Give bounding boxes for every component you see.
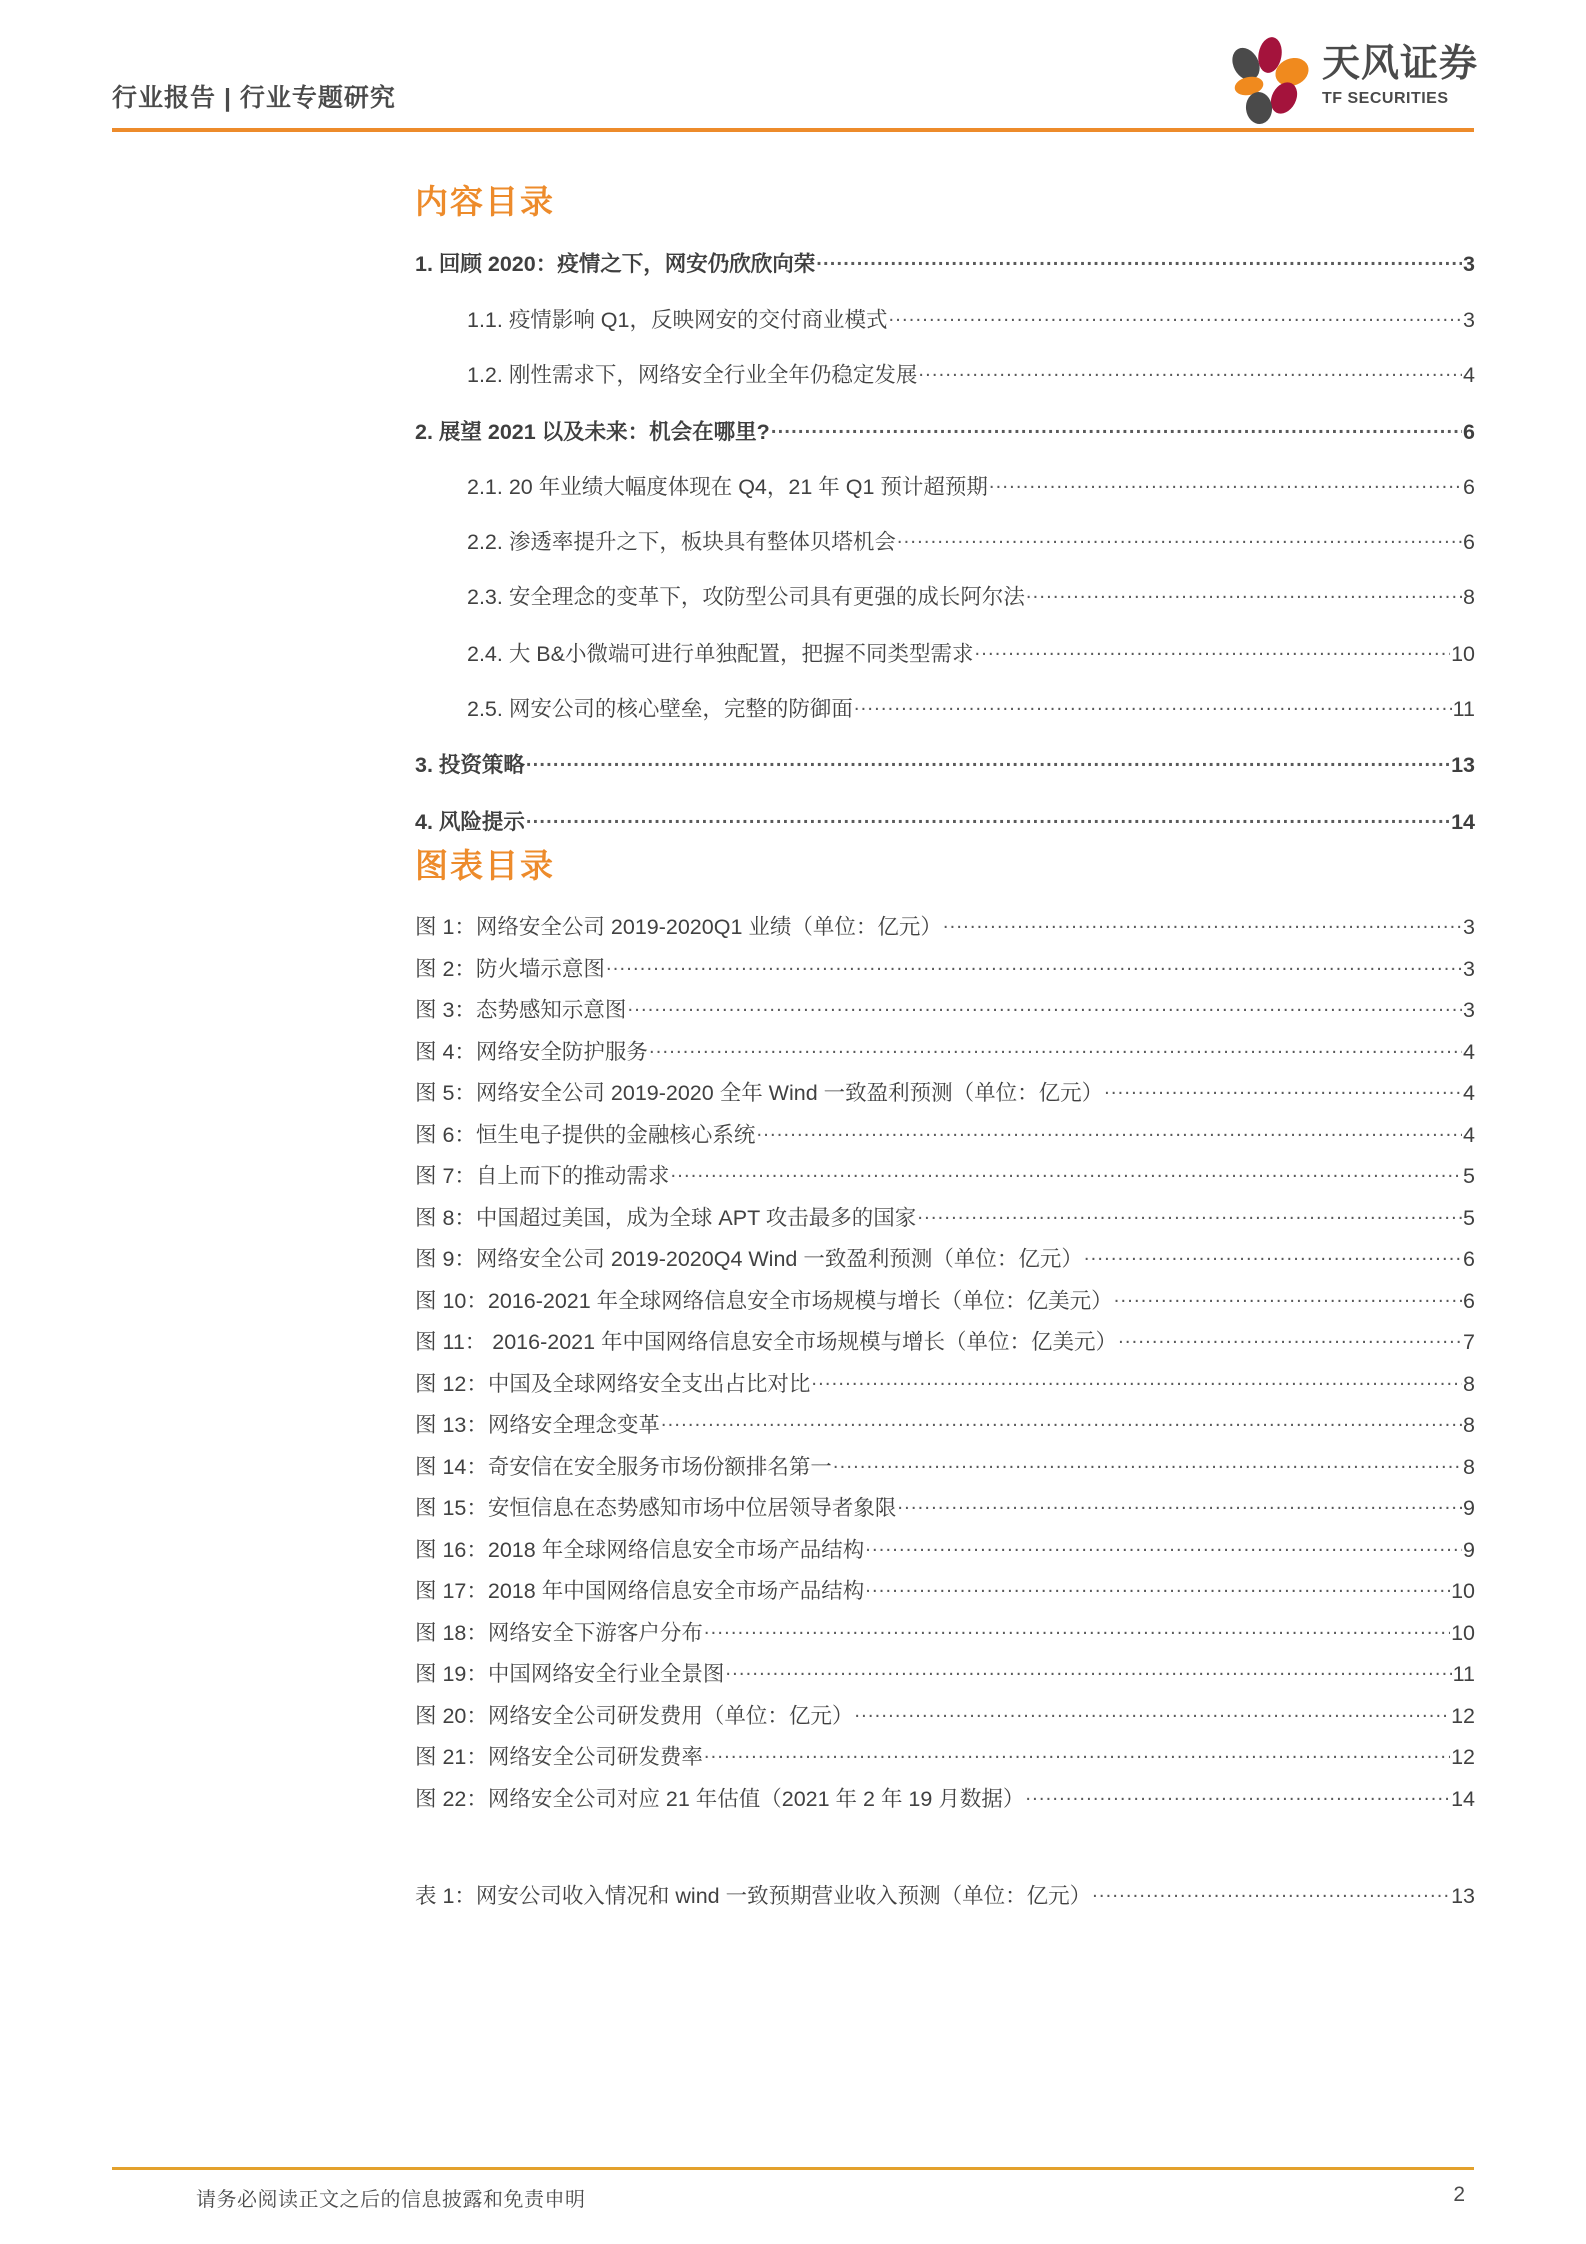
figure-entry[interactable] [415,1367,1475,1398]
figure-entry-label: 图 6：恒生电子提供的金融核心系统 [415,1122,756,1147]
company-logo [1228,36,1478,124]
table-entry-label: 表 1：网安公司收入情况和 wind 一致预期营业收入预测（单位：亿元） [415,1884,1092,1908]
toc-entry-label: 4. 风险提示 [415,810,525,834]
toc-entry-label: 1.2. 刚性需求下，网络安全行业全年仍稳定发展 [467,363,918,387]
toc-entry[interactable] [415,692,1475,723]
figure-entry-label: 图 3：态势感知示意图 [415,998,627,1022]
toc-entry-label: 2.2. 渗透率提升之下，板块具有整体贝塔机会 [467,530,896,554]
figure-leader-dots [1114,1286,1462,1308]
toc-entry-page: 3 [1463,308,1475,332]
toc-entry-label: 1. 回顾 2020：疫情之下，网安仍欣欣向荣 [415,252,816,276]
figure-leader-dots [811,1369,1462,1391]
toc-entry-label: 2.5. 网安公司的核心壁垒，完整的防御面 [467,697,853,721]
figure-entry-label: 图 16：2018 年全球网络信息安全市场产品结构 [415,1537,865,1562]
figure-entry[interactable] [415,1740,1475,1771]
toc-entry[interactable] [415,748,1475,779]
figure-entry[interactable] [415,1242,1475,1273]
figure-entry-label: 图 4：网络安全防护服务 [415,1039,648,1064]
toc-leader-dots [989,473,1462,495]
figure-entry-label: 图 13：网络安全理念变革 [415,1413,660,1437]
figure-entry-label: 图 10：2016-2021 年全球网络信息安全市场规模与增长（单位：亿美元） [415,1288,1113,1313]
figure-entry-page: 8 [1463,1454,1475,1479]
figure-entry-page: 6 [1463,1288,1475,1313]
figure-entry-page: 8 [1463,1371,1475,1396]
toc-leader-dots [526,808,1450,830]
contents-heading: 内容目录 [415,183,555,220]
figure-leader-dots [854,1701,1450,1723]
figure-entry-page: 4 [1463,1081,1475,1105]
figure-entry[interactable] [415,1076,1475,1107]
toc-entry-page: 4 [1463,363,1475,387]
figure-entry-label: 图 5：网络安全公司 2019-2020 全年 Wind 一致盈利预测（单位：亿元） [415,1081,1104,1105]
figure-entry[interactable] [415,1159,1475,1190]
figure-entry[interactable] [415,1533,1475,1564]
logo-name-cn: 天风证券 [1322,43,1479,85]
figure-leader-dots [865,1577,1450,1599]
figure-entry[interactable] [415,1284,1475,1315]
figure-entry[interactable] [415,1201,1475,1232]
figure-entry-label: 图 14：奇安信在安全服务市场份额排名第一 [415,1454,832,1479]
page-number: 2 [1453,2183,1465,2206]
toc-entry[interactable] [415,470,1475,501]
figure-entry-page: 10 [1451,1579,1475,1603]
toc-entry[interactable] [415,637,1475,668]
toc-entry-page: 14 [1451,810,1475,834]
figure-leader-dots [606,954,1462,976]
figures-heading: 图表目录 [415,847,555,884]
figure-leader-dots [833,1452,1462,1474]
toc-leader-dots [526,751,1450,773]
toc-leader-dots [918,361,1462,383]
figure-entry-label: 图 8：中国超过美国，成为全球 APT 攻击最多的国家 [415,1205,917,1230]
figure-entry-label: 图 17：2018 年中国网络信息安全市场产品结构 [415,1579,865,1603]
figure-leader-dots [1104,1079,1462,1101]
toc-entry-label: 2.4. 大 B&小微端可进行单独配置，把握不同类型需求 [467,642,974,666]
figure-entry-page: 6 [1463,1247,1475,1271]
figure-entry-page: 8 [1463,1413,1475,1437]
toc-entry[interactable] [415,805,1475,836]
figure-leader-dots [756,1120,1462,1142]
figure-leader-dots [1084,1245,1462,1267]
figure-entry[interactable] [415,1450,1475,1481]
figure-leader-dots [661,1411,1462,1433]
figure-entry-page: 3 [1463,998,1475,1022]
figure-entry-label: 图 1：网络安全公司 2019-2020Q1 业绩（单位：亿元） [415,915,942,939]
figure-entry-page: 12 [1451,1745,1475,1769]
toc-entry-page: 11 [1452,697,1475,721]
header-divider [112,128,1474,132]
figure-entry-label: 图 22：网络安全公司对应 21 年估值（2021 年 2 年 19 月数据） [415,1786,1025,1811]
figure-entry-page: 4 [1463,1039,1475,1064]
toc-leader-dots [771,418,1462,440]
figure-leader-dots [627,996,1462,1018]
figure-entry[interactable] [415,1657,1475,1688]
table-entry[interactable] [415,1879,1475,1910]
toc-leader-dots [816,250,1462,272]
toc-entry-page: 6 [1463,530,1475,554]
logo-name-en: TF SECURITIES [1322,90,1449,107]
figure-entry-page: 3 [1463,915,1475,939]
figure-entry-page: 10 [1451,1620,1475,1645]
figure-entry[interactable] [415,1325,1475,1356]
figure-leader-dots [704,1743,1450,1765]
toc-leader-dots [854,695,1452,717]
figure-entry[interactable] [415,1118,1475,1149]
figure-entry[interactable] [415,1491,1475,1522]
figure-leader-dots [865,1535,1462,1557]
toc-leader-dots [889,306,1463,328]
figure-entry-label: 图 21：网络安全公司研发费率 [415,1745,703,1769]
figure-entry-page: 9 [1463,1537,1475,1562]
toc-entry[interactable] [415,415,1475,446]
toc-entry[interactable] [415,247,1475,278]
figure-entry-page: 11 [1452,1662,1475,1686]
figure-leader-dots [704,1618,1450,1640]
figure-entry-label: 图 12：中国及全球网络安全支出占比对比 [415,1371,811,1396]
figure-entry-page: 5 [1463,1164,1475,1188]
figure-entry[interactable] [415,910,1475,941]
toc-entry[interactable] [415,303,1475,334]
table-leader-dots [1092,1882,1450,1904]
figure-leader-dots [943,913,1462,935]
figure-entry-label: 图 20：网络安全公司研发费用（单位：亿元） [415,1703,854,1728]
toc-leader-dots [975,640,1451,662]
figure-leader-dots [649,1037,1462,1059]
figure-leader-dots [1118,1328,1462,1350]
figure-entry[interactable] [415,1616,1475,1647]
figure-entry[interactable] [415,1699,1475,1730]
tf-securities-flower-icon [1228,36,1314,124]
figure-entry[interactable] [415,952,1475,983]
figure-entry-label: 图 7：自上而下的推动需求 [415,1164,670,1188]
toc-entry-label: 2.3. 安全理念的变革下，攻防型公司具有更强的成长阿尔法 [467,585,1025,609]
figure-entry-label: 图 19：中国网络安全行业全景图 [415,1662,725,1686]
figure-entry[interactable] [415,1408,1475,1439]
toc-entry-page: 6 [1463,420,1475,444]
figure-entry-label: 图 18：网络安全下游客户分布 [415,1620,703,1645]
toc-leader-dots [897,528,1462,550]
figure-entry-label: 图 15：安恒信息在态势感知市场中位居领导者象限 [415,1496,897,1520]
figure-leader-dots [725,1660,1451,1682]
toc-entry-page: 3 [1463,252,1475,276]
toc-entry[interactable] [415,580,1475,611]
figure-entry-label: 图 2：防火墙示意图 [415,956,605,981]
toc-entry[interactable] [415,525,1475,556]
figure-entry[interactable] [415,1782,1475,1813]
figure-entry-page: 4 [1463,1122,1475,1147]
figure-entry[interactable] [415,993,1475,1024]
logo-wordmark [1322,42,1482,109]
figure-leader-dots [1025,1784,1450,1806]
figure-entry-page: 9 [1463,1496,1475,1520]
figure-entry-page: 14 [1451,1786,1475,1811]
footer-divider [112,2167,1474,2170]
figure-entry[interactable] [415,1574,1475,1605]
toc-leader-dots [1026,583,1462,605]
figure-leader-dots [897,1494,1462,1516]
figure-entry-label: 图 9：网络安全公司 2019-2020Q4 Wind 一致盈利预测（单位：亿元） [415,1247,1083,1271]
figure-entry[interactable] [415,1035,1475,1066]
figure-entry-page: 12 [1451,1703,1475,1728]
toc-entry-page: 13 [1451,753,1475,777]
figure-entry-page: 7 [1463,1330,1475,1354]
toc-entry[interactable] [415,358,1475,389]
figure-entry-page: 3 [1463,956,1475,981]
footer-disclaimer: 请务必阅读正文之后的信息披露和免责申明 [196,2189,586,2211]
toc-entry-label: 2.1. 20 年业绩大幅度体现在 Q4，21 年 Q1 预计超预期 [467,475,988,499]
figure-leader-dots [670,1162,1462,1184]
table-entry-page: 13 [1451,1884,1475,1908]
figure-entry-label: 图 11： 2016-2021 年中国网络信息安全市场规模与增长（单位：亿美元） [415,1330,1118,1354]
toc-entry-page: 10 [1451,642,1475,666]
figure-entry-page: 5 [1463,1205,1475,1230]
toc-entry-label: 3. 投资策略 [415,753,525,777]
toc-entry-page: 6 [1463,475,1475,499]
toc-entry-label: 2. 展望 2021 以及未来：机会在哪里? [415,420,770,444]
toc-entry-label: 1.1. 疫情影响 Q1，反映网安的交付商业模式 [467,308,888,332]
header-title: 行业报告 | 行业专题研究 [112,84,396,112]
toc-entry-page: 8 [1463,585,1475,609]
figure-leader-dots [917,1203,1462,1225]
